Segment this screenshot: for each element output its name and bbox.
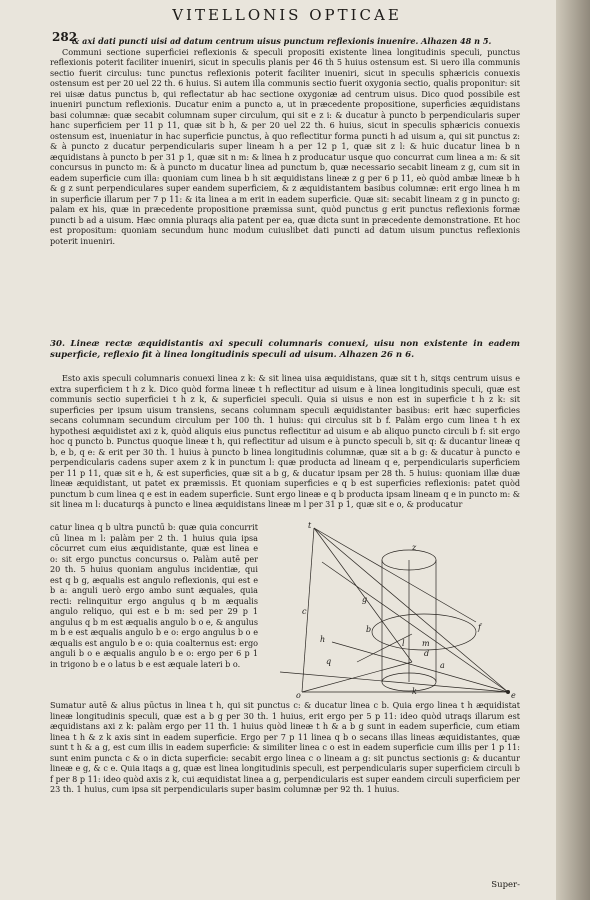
proposition-tail: & axi dati puncti uisi ad datum centrum uisus punctum reflexionis inuenire. Alhazen 48 n 5.	[72, 36, 492, 46]
paragraph-2: Esto axis speculi columnaris conuexi linea z k: & sit linea uisa æquidistans, quæ sit t h, sitqs centrum uisus e extra superficiem t h z k. Dico quòd forma lineæ t h reflectitur ad uisum e à linea longitudinis speculi, quæ est communis sectio superficiei t h z k, & superficiei speculi. Quia si uisus e non est in superficie t h z k: sit superficies per ipsum uisum transiens, secans columnam speculi æquidistanter basibus: erit hæc superficies secans columnam secundum circulum per 100 th. 1 huius: qui circulus sit b f. Palàm ergo cum linea t h ex hypothesi æquidistet axi z k, quòd aliquis eius punctus reflectitur ad uisum e ab aliquo puncto circuli b f: sit ergo hoc q puncto b. Punctus quoque lineæ t h, qui reflectitur ad uisum e à puncto speculi b, sit q: & ducantur lineæ q b, e b, q e: & erit per 30 th. 1 huius à puncto b linea longitudinis columnæ, quæ sit a b g: & ducatur à puncto e perpendicularis cadens super axem z k in punctum l: quæ producta ad lineam q e, perpendicularis superficiem per 11 p 11, quæ sit e h, & est superficies, quæ sit a b g, & ducatur ipsam per 28 th. 5 huius: quoniam illæ duæ lineæ æquidistant, ut patet ex præmissis. Et quoniam superficies e q b est superficies reflexionis: patet quòd punctum b cum linea q e est in eadem superficie. Sunt ergo lineæ e q b producta ipsam lineam q e in puncto m: & sit linea m l: ducaturqs à puncto e linea æquidistans lineæ m l per 31 p 1, quæ sit e o, & producatur	[50, 373, 520, 509]
paragraph-1: Communi sectione superficiei reflexionis & speculi propositi existente linea longitudinis speculi, punctus reflexionis poterit faciliter inueniri, sicut in speculis planis per 46 th 5 huius ostensum est. Si uero illa communis sectio fuerit circulus: tunc punctus reflexionis poterit faciliter inueniri, sicut in speculis sphæricis conuexis ostensum est per 20 uel 22 th. 6 huius. Si autem illa communis sectio fuerit oxygonia sectio, qualis proponitur: sit rei uisæ datus punctus b, qui reflectatur ab hac sectione oxygoniæ ad centrum uisus. Dico quod possibile est inueniri punctum reflexionis. Ducatur enim a puncto a, ut in præcedente propositione, superficies æquidistans basi columnæ: quæ secabit columnam super circulum, qui sit e z i: & ducatur à puncto b perpendicularis super hanc superficiem per 11 p 11, quæ sit b h, & per 20 uel 22 th. 6 huius, sicut in speculis sphæricis conuexis ostensum est, inueniatur in hac superficie punctus, à quo reflectitur forma puncti h ad uisum a, qui sit punctus z: & à puncto z ducatur perpendicularis super lineam h a per 12 p 1, quæ sit z l: & huic ducatur linea b n æquidistans à puncto b per 31 p 1, quæ sit n m: & linea h z producatur usque quo concurrat cum linea a m: & sit concursus in puncto m: & à puncto m ducatur linea ad punctum b, quæ necessario secabit lineam z g, cum sit in eadem superficie cum illa: quoniam cum linea b h sit æquidistans lineæ z g per 6 p 11, eò quòd ambæ lineæ b h & g z sunt perpendiculares super eandem superficiem, & z æquidistantem basibus columnæ: erit ergo linea h m in superficie illarum per 7 p 11: & ita linea a m erit in eadem superficie. Quæ sit: secabit lineam z g in puncto g: palam ex his, quæ in præcedente propositione præmissa sunt, quòd punctus g erit punctus reflexionis formæ puncti b ad a uisum. Hæc omnia pluraqs alia patent per ea, quæ dicta sunt in præcedente demonstratione. Et hoc est propositum: quoniam secundum hunc modum cuiuslibet dati puncti ad datum uisum punctus reflexionis poterit inueniri.	[50, 46, 520, 246]
bottom-text: Sumatur autē & alius pūctus in linea t h, qui sit punctus c: & ducatur linea c b. Quia ergo linea t h æquidistat lineæ longitudinis speculi, quæ est a b g per 30 th. 1 huius, erit ergo per 5 p 11: ideo quòd utraqs illarum est æquidistans axi z k: palàm ergo per 11 th. 1 huius quòd lineæ t h & a b g sunt in eadem superficie, cum etiam linea t h & z k axis sint in eadem superficie. Ergo per 7 p 11 linea q b o secans illas lineas æquidistantes, quæ sunt t h & a g, est cum illis in eadem superficie: & similiter linea c o est in eadem superficie cum illis per 1 p 11: sunt enim puncta c & o in dicta superficie: secabit ergo linea c o lineam a g: sit punctus sectionis g: & ducantur lineæ e g, & c e. Quia itaqs a g, quæ est linea longitudinis speculi, est perpendicularis super superficiem circuli b f per 8 p 11: ideo quòd axis z k, cui æquidistat linea a g, perpendicularis est super eandem circuli superficiem per 23 th. 1 huius, cum ipsa sit perpendicularis super basim columnæ per 92 th. 1 huius.	[50, 700, 520, 794]
page-number: 282	[52, 30, 78, 44]
label-o: o	[296, 691, 301, 700]
label-t: t	[308, 522, 312, 530]
label-a: a	[440, 661, 445, 670]
top-text	[50, 36, 520, 246]
label-e: e	[511, 691, 516, 700]
label-b: b	[366, 625, 372, 634]
running-title: VITELLONIS OPTICAE	[172, 6, 402, 24]
label-z: z	[412, 543, 417, 552]
left-column-text: catur linea q b ultra punctū b: quæ quia concurrit cū linea m l: palàm per 2 th. 1 huius quia ipsa cōcurret cum eius æquidistante, quæ est linea e o: sit ergo punctus concursus o. Palàm autē per 20 th. 5 huius quoniam angulus incidentiæ, qui est q b g, æqualis est angulo reflexionis, qui est e b a: anguli uerò ergo ambo sunt æquales, quia recti: relinquitur ergo angulus q b m æqualis angulo reliquo, qui est e b m: sed per 29 p 1 angulus q b m est æqualis angulo b o e, & angulus m b e est æqualis angulo b e o: ergo angulus b o e æqualis est angulo b e o: quia coalternus est: ergo anguli b o e æqualis angulo b e o: ergo per 6 p 1 in trigono b e o latus b e est æquale lateri b o.	[50, 522, 258, 669]
label-m: m	[422, 639, 430, 648]
proposition-heading	[50, 339, 520, 360]
label-f: f	[478, 623, 481, 632]
label-k: k	[412, 687, 417, 696]
catchword: Super-	[491, 880, 520, 890]
label-d: d	[424, 649, 430, 658]
label-l: l	[402, 639, 405, 648]
proposition-title: 30. Lineæ rectæ æquidistantis axi speculi columnaris conuexi, uisu non existente in eadem superficie, reflexio fit à linea longitudinis speculi ad uisum. Alhazen 26 n 6.	[50, 339, 520, 360]
page-header	[52, 6, 522, 26]
facing-page-edge	[556, 0, 590, 900]
geometric-figure	[262, 522, 524, 700]
label-g: g	[362, 595, 368, 604]
label-h: h	[320, 635, 326, 644]
middle-text	[50, 373, 520, 510]
label-q: q	[326, 657, 332, 666]
label-c: c	[302, 607, 307, 616]
